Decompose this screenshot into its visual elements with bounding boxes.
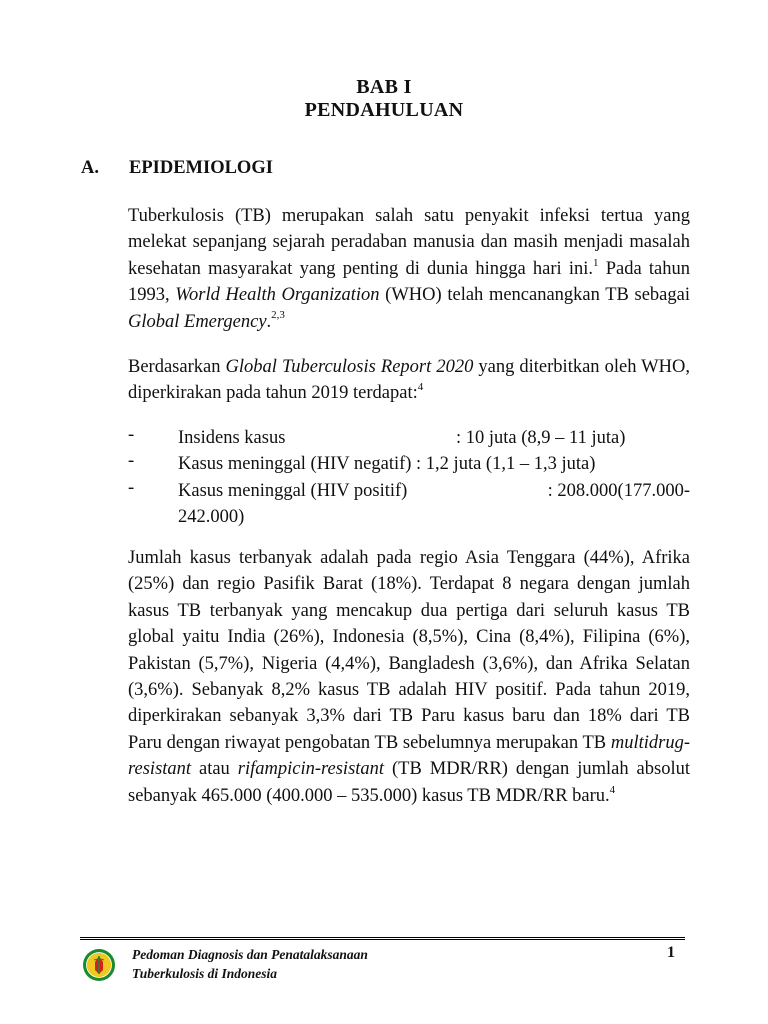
chapter-label: BAB I bbox=[356, 76, 412, 98]
paragraph-report-text-b: yang diterbitkan oleh WHO, diperkirakan pada tahun 2019 terdapat: bbox=[128, 357, 690, 404]
bullet-label: Insidens kasus bbox=[178, 428, 286, 448]
paragraph-report-text-a: Berdasarkan bbox=[128, 357, 226, 377]
bullet-label: Kasus meninggal (HIV positif) bbox=[178, 481, 408, 501]
footer-divider bbox=[80, 939, 685, 940]
paragraph-statistics-italic-rr: rifampicin-resistant bbox=[237, 759, 385, 780]
bullet-item-deaths-hiv-positive bbox=[178, 478, 690, 531]
chapter-title: PENDAHULUAN bbox=[304, 99, 464, 121]
section-letter: A. bbox=[81, 158, 99, 178]
bullet-value-continued: 242.000) bbox=[178, 507, 245, 528]
paragraph-report bbox=[128, 354, 690, 407]
paragraph-statistics-text-b: atau bbox=[191, 759, 238, 780]
bullet-value: : 208.000(177.000- bbox=[547, 481, 690, 501]
footer-title bbox=[132, 945, 368, 983]
page-number: 1 bbox=[667, 944, 675, 961]
paragraph-intro-text-b: Pada tahun 1993, bbox=[128, 258, 691, 306]
footnote-ref: 2,3 bbox=[271, 309, 285, 322]
bullet-item-incidence bbox=[178, 425, 625, 451]
bullet-marker: - bbox=[128, 451, 135, 471]
footer-title-line1: Pedoman Diagnosis dan Penatalaksanaan bbox=[132, 947, 368, 962]
footer-title-line2: Tuberkulosis di Indonesia bbox=[132, 966, 278, 981]
paragraph-statistics-text-a: Jumlah kasus terbanyak adalah pada regio Asia Tenggara (44%), Afrika (25%) dan regio Pasifik Barat (18%). Terdapat 8 negara dengan jumlah kasus TB terbanyak yang mencakup dua pertiga dari seluruh kasus TB global yaitu India (26%), Indonesia (8,5%), Cina (8,4%), Filipina (6%), Pakistan (5,7%), Nigeria (4,4%), Bangladesh (3,6%), dan Afrika Selatan (3,6%). Sebanyak 8,2% kasus TB adalah HIV positif. Pada tahun 2019, diperkirakan sebanyak 3,3% dari TB Paru kasus baru dan 18% dari TB Paru dengan riwayat pengobatan TB sebelumnya merupakan TB bbox=[128, 548, 690, 753]
bullet-marker: - bbox=[128, 478, 135, 498]
paragraph-statistics-text-c: (TB MDR/RR) dengan jumlah absolut sebanyak 465.000 (400.000 – 535.000) kasus TB MDR/RR baru. bbox=[128, 759, 690, 806]
paragraph-intro bbox=[128, 203, 690, 335]
paragraph-intro-italic-who: World Health Organization bbox=[175, 285, 380, 306]
footer-divider bbox=[80, 937, 685, 938]
paragraph-intro-text-c: (WHO) telah mencanangkan TB sebagai bbox=[379, 285, 690, 306]
paragraph-intro-italic-emergency: Global Emergency bbox=[128, 311, 267, 332]
footnote-ref: 4 bbox=[609, 783, 616, 796]
bullet-marker: - bbox=[128, 425, 135, 445]
bullet-value: : 1,2 juta (1,1 – 1,3 juta) bbox=[411, 454, 596, 474]
bullet-label: Kasus meninggal (HIV negatif) bbox=[178, 454, 412, 474]
bullet-value: : 10 juta (8,9 – 11 juta) bbox=[456, 428, 626, 448]
section-heading bbox=[81, 158, 273, 179]
footnote-ref: 4 bbox=[417, 381, 424, 394]
pdpi-emblem-icon bbox=[82, 948, 116, 982]
paragraph-statistics-italic-mdr: multidrug-resistant bbox=[128, 732, 690, 780]
paragraph-intro-text-d: . bbox=[266, 311, 272, 332]
section-title: EPIDEMIOLOGI bbox=[129, 158, 273, 178]
paragraph-report-italic: Global Tuberculosis Report 2020 bbox=[225, 357, 474, 377]
paragraph-intro-text-a: Tuberkulosis (TB) merupakan salah satu penyakit infeksi tertua yang melekat sepanjang sejarah peradaban manusia dan masih menjadi masalah kesehatan masyarakat yang penting di dunia hingga hari ini. bbox=[128, 206, 690, 279]
paragraph-statistics bbox=[128, 545, 690, 809]
footnote-ref: 1 bbox=[593, 256, 599, 269]
bullet-item-deaths-hiv-negative bbox=[178, 451, 595, 477]
